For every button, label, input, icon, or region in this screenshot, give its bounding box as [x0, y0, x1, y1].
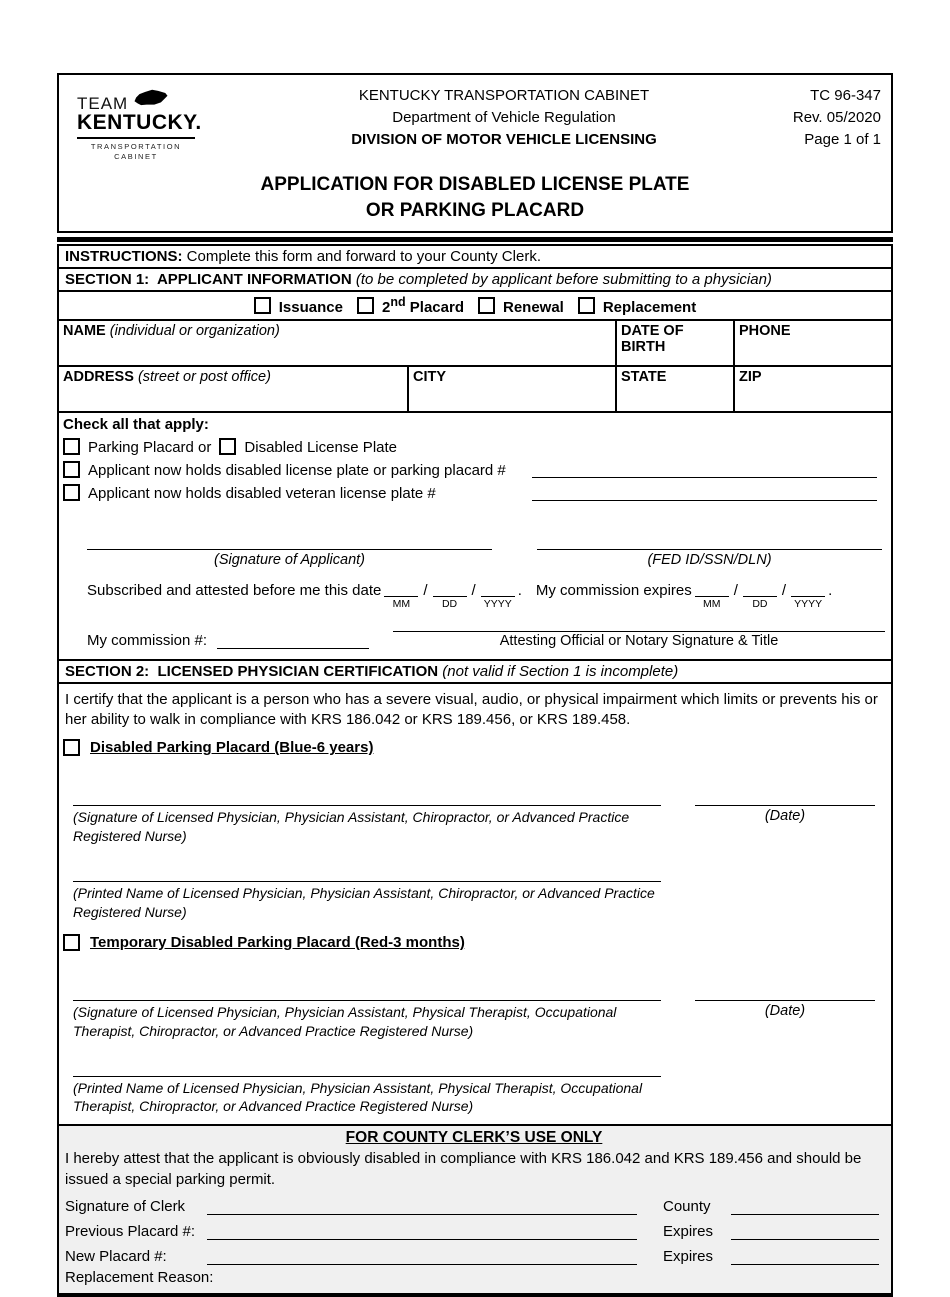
new-expires-field[interactable] — [731, 1249, 879, 1265]
address-field[interactable]: ADDRESS (street or post office) — [63, 368, 271, 385]
holds-veteran-plate-checkbox[interactable] — [63, 484, 80, 501]
blue-date-field[interactable] — [695, 788, 875, 806]
red-date-field[interactable] — [695, 983, 875, 1001]
previous-placard-row — [65, 1218, 883, 1240]
commission-expires-text: My commission expires — [535, 581, 692, 599]
phone-field[interactable]: PHONE — [733, 321, 891, 365]
section1-heading: SECTION 1: APPLICANT INFORMATION (to be completed by applicant before submitting to a physician) — [59, 269, 891, 292]
name-field[interactable]: NAME (individual or organization) — [63, 322, 280, 339]
form-title: APPLICATION FOR DISABLED LICENSE PLATE OR PARKING PLACARD — [260, 173, 690, 222]
previous-expires-label: Expires — [663, 1222, 714, 1240]
agency-name: KENTUCKY TRANSPORTATION CABINET — [358, 87, 650, 104]
name-note: (individual or organization) — [109, 322, 280, 339]
date-of-birth-field[interactable]: DATE OF BIRTH — [615, 321, 733, 365]
holds-placard-label: Applicant now holds disabled license plate or parking placard # — [88, 461, 506, 479]
blue-placard-checkbox[interactable] — [63, 739, 80, 756]
blue-physician-signature-field[interactable] — [73, 788, 661, 806]
renewal-label: Renewal — [502, 298, 564, 316]
commission-expires-dd-field[interactable] — [743, 582, 777, 597]
county-field[interactable] — [731, 1199, 879, 1215]
replacement-reason-label: Replacement Reason: — [65, 1268, 214, 1286]
red-physician-printed-caption: (Printed Name of Licensed Physician, Physician Assistant, Physical Therapist, Occupational Therapist, Chiropractor, or Advanced Practice Registered Nurse) — [73, 1079, 643, 1115]
attest-date-mm-field[interactable] — [384, 582, 418, 597]
new-placard-row — [65, 1243, 883, 1265]
team-kentucky-logo — [69, 83, 239, 162]
second-placard-checkbox[interactable] — [357, 297, 374, 314]
instructions-label: INSTRUCTIONS: — [65, 247, 183, 265]
renewal-checkbox[interactable] — [478, 297, 495, 314]
new-expires-label: Expires — [663, 1247, 714, 1265]
clerk-attest-text: I hereby attest that the applicant is obviously disabled in compliance with KRS 186.042 and KRS 189.456 and should be issued a special parking permit. — [65, 1150, 862, 1188]
county-label: County — [663, 1197, 711, 1215]
address-note: (street or post office) — [137, 368, 271, 385]
replacement-checkbox[interactable] — [578, 297, 595, 314]
section1-note: (to be completed by applicant before submitting to a physician) — [355, 270, 772, 288]
logo-sub-cabinet: CABINET — [114, 151, 158, 161]
section2-note: (not valid if Section 1 is incomplete) — [442, 662, 679, 680]
clerk-signature-field[interactable] — [207, 1199, 637, 1215]
blue-placard-label: Disabled Parking Placard (Blue-6 years) — [90, 739, 374, 757]
holds-placard-checkbox[interactable] — [63, 461, 80, 478]
applicant-signature-field[interactable] — [87, 532, 492, 550]
logo-divider — [77, 137, 195, 139]
previous-placard-label: Previous Placard #: — [65, 1222, 196, 1240]
attest-text: Subscribed and attested before me this date — [87, 581, 382, 599]
previous-expires-field[interactable] — [731, 1224, 879, 1240]
issuance-checkbox[interactable] — [254, 297, 271, 314]
commission-number-label: My commission #: — [87, 631, 208, 649]
state-field[interactable]: STATE — [615, 367, 733, 411]
attest-date-yyyy-field[interactable] — [481, 582, 515, 597]
section2-heading: SECTION 2: LICENSED PHYSICIAN CERTIFICATION (not valid if Section 1 is incomplete) — [59, 661, 891, 684]
fed-id-field[interactable] — [537, 532, 882, 550]
attest-date-dd-field[interactable] — [433, 582, 467, 597]
applicant-signature-caption: (Signature of Applicant) — [214, 551, 365, 568]
kentucky-state-icon — [132, 87, 170, 112]
red-placard-checkbox[interactable] — [63, 934, 80, 951]
blue-physician-printed-name-field[interactable] — [73, 864, 661, 882]
blue-physician-signature-caption: (Signature of Licensed Physician, Physician Assistant, Chiropractor, or Advanced Practice Registered Nurse) — [73, 809, 630, 845]
zip-field[interactable]: ZIP — [733, 367, 891, 411]
commission-number-field[interactable] — [217, 632, 369, 649]
logo-kentucky-text: KENTUCKY. — [77, 111, 202, 134]
red-physician-signature-field[interactable] — [73, 983, 661, 1001]
previous-placard-field[interactable] — [207, 1224, 637, 1240]
form-page: Page 1 of 1 — [804, 130, 881, 148]
holds-placard-number-field[interactable] — [532, 461, 877, 478]
parking-placard-label: Parking Placard or — [88, 438, 212, 456]
tc96-347-form: TEAM KENTUCKY. TRANSPORTATION CABINET KENTUCKY TRANSPORTATION CABINET Department of Vehicle Regulation DIVISION OF MOTOR VEHICLE LICENSING TC 96-347 Rev. 05/2020 Page 1 of 1 APPLICATION FOR DISABLED LICENSE PLATE OR PARKING PLACARD INSTRUCTIONS: Complete this form and forward to your County Clerk. SECTION 1: APPLICANT INFORMATION (to be completed by applicant before submitting to a physician) Issuance 2nd Placard Renewal Replacement NAME (individual or organization) DATE OF BIRTH PHONE ADDRESS (street or post office) CITY STATE ZIP Check all that apply: Parking Placard or Disabled License Plate Applicant now holds disabled license plate or parking placard # Applicant now holds disabled veteran license plate # (Signature of Applicant) (FED ID/SSN/DLN) Subscribed and attested before me this date MM / DD / YYYY . My commission expires MM / DD / YYYY . My commission #: Attesting Official or Notary Signature & Title SECTION 2: LICENSED PHYSICIAN CERTIFICATION (not valid if Section 1 is incomplete) I certify that the applicant is a person who has a severe visual, audio, or physical impairment which limits or prevents his or her ability to walk in compliance with KRS 186.042 or KRS 189.456, or KRS 189.458. Disabled Parking Placard (Blue-6 years) (Signature of Licensed Physician, Physician Assistant, Chiropractor, or Advanced Practice Registered Nurse) (Date) (Printed Name of Licensed Physician, Physician Assistant, Chiropractor, or Advanced Practice Registered Nurse) Temporary Disabled Parking Placard (Red-3 months) (Signature of Licensed Physician, Physician Assistant, Physical Therapist, Occupational Therapist, Chiropractor, or Advanced Practice Registered Nurse) (Date) (Printed Name of Licensed Physician, Physician Assistant, Physical Therapist, Occupational Therapist, Chiropractor, or Advanced Practice Registered Nurse) FOR COUNTY CLERK’S USE ONLY I hereby attest that the applicant is obviously disabled in compliance with KRS 186.042 and KRS 189.456 and should be issued a special parking permit. Signature of Clerk County Previous Placard #: Expires New Placard #: Expires Replacement Reason: — [57, 73, 893, 1297]
form-header — [57, 73, 893, 233]
fed-id-caption: (FED ID/SSN/DLN) — [647, 551, 772, 568]
red-placard-label: Temporary Disabled Parking Placard (Red-3 months) — [90, 933, 465, 951]
certification-text: I certify that the applicant is a person who has a severe visual, audio, or physical impairment which limits or prevents his or her ability to walk in compliance with KRS 186.042 or KRS 189.456, or KRS 189.458. — [65, 690, 878, 728]
check-all-label: Check all that apply: — [63, 415, 209, 433]
new-placard-label: New Placard #: — [65, 1247, 167, 1265]
second-placard-label: 2nd Placard — [381, 294, 464, 316]
form-number: TC 96-347 — [810, 87, 881, 104]
header-divider — [57, 237, 893, 242]
blue-date-caption: (Date) — [764, 808, 806, 825]
disabled-license-plate-checkbox[interactable] — [219, 438, 236, 455]
commission-expires-mm-field[interactable] — [695, 582, 729, 597]
commission-expires-yyyy-field[interactable] — [791, 582, 825, 597]
city-field[interactable]: CITY — [407, 367, 615, 411]
clerk-heading: FOR COUNTY CLERK’S USE ONLY — [345, 1129, 603, 1147]
clerk-signature-row — [65, 1193, 883, 1215]
application-type-row — [59, 292, 891, 321]
disabled-license-plate-label: Disabled License Plate — [244, 438, 397, 456]
agency-department: Department of Vehicle Regulation — [392, 108, 616, 126]
blue-physician-printed-caption: (Printed Name of Licensed Physician, Physician Assistant, Chiropractor, or Advanced Practice Registered Nurse) — [73, 885, 655, 920]
red-physician-printed-name-field[interactable] — [73, 1059, 661, 1077]
new-placard-field[interactable] — [207, 1249, 637, 1265]
holds-veteran-plate-number-field[interactable] — [532, 484, 877, 501]
issuance-label: Issuance — [278, 298, 343, 316]
form-revision: Rev. 05/2020 — [792, 108, 881, 126]
red-physician-signature-caption: (Signature of Licensed Physician, Physician Assistant, Physical Therapist, Occupational Therapist, Chiropractor, or Advanced Practice Registered Nurse) — [73, 1003, 617, 1039]
agency-division: DIVISION OF MOTOR VEHICLE LICENSING — [351, 130, 657, 148]
logo-team-text: TEAM — [77, 94, 129, 113]
holds-veteran-plate-label: Applicant now holds disabled veteran license plate # — [88, 484, 436, 502]
logo-sub-transportation: TRANSPORTATION — [90, 142, 182, 152]
replacement-label: Replacement — [602, 298, 697, 316]
clerk-signature-label: Signature of Clerk — [65, 1197, 186, 1215]
instructions-text: Complete this form and forward to your County Clerk. — [186, 247, 541, 265]
county-clerk-section — [59, 1124, 891, 1293]
notary-signature-field[interactable] — [393, 618, 885, 632]
parking-placard-checkbox[interactable] — [63, 438, 80, 455]
instructions-row — [59, 246, 891, 269]
red-date-caption: (Date) — [764, 1002, 806, 1019]
notary-signature-caption: Attesting Official or Notary Signature & Title — [499, 632, 779, 649]
